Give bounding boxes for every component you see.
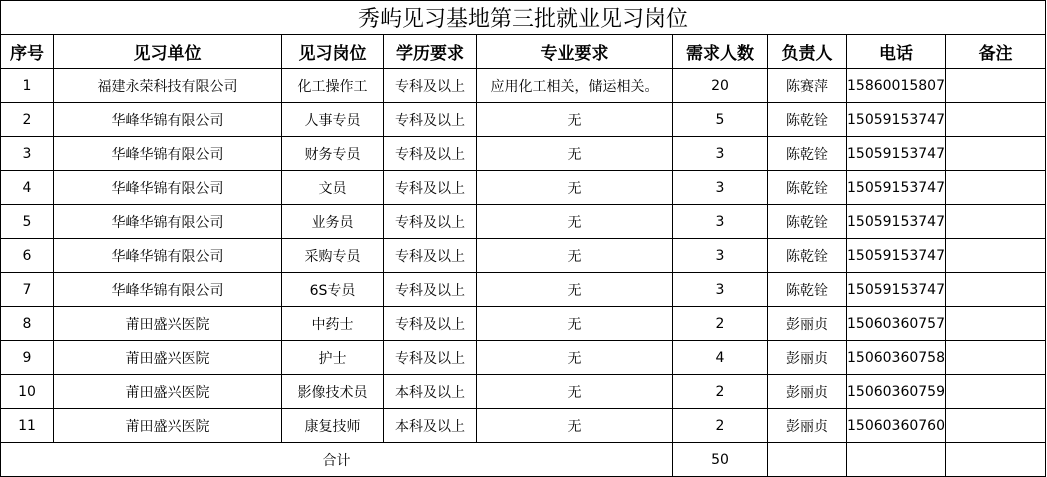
- cell-no[interactable]: 7: [1, 273, 54, 307]
- header-cell-unit[interactable]: 见习单位: [54, 35, 282, 69]
- header-cell-education[interactable]: 学历要求: [384, 35, 477, 69]
- cell-phone[interactable]: 15060360757: [847, 307, 946, 341]
- cell-post[interactable]: 财务专员: [282, 137, 384, 171]
- cell-post[interactable]: 业务员: [282, 205, 384, 239]
- table-title[interactable]: 秀屿见习基地第三批就业见习岗位: [1, 1, 1046, 35]
- cell-education[interactable]: 专科及以上: [384, 137, 477, 171]
- table-row: [1, 69, 1046, 103]
- cell-unit[interactable]: 华峰华锦有限公司: [54, 239, 282, 273]
- cell-major[interactable]: 无: [477, 273, 673, 307]
- cell-note[interactable]: [946, 375, 1046, 409]
- total-label[interactable]: 合计: [1, 443, 673, 477]
- cell-contact[interactable]: 彭丽贞: [768, 409, 847, 443]
- header-cell-no[interactable]: 序号: [1, 35, 54, 69]
- cell-phone[interactable]: 15059153747: [847, 239, 946, 273]
- cell-note[interactable]: [946, 239, 1046, 273]
- cell-education[interactable]: 专科及以上: [384, 103, 477, 137]
- cell-unit[interactable]: 华峰华锦有限公司: [54, 103, 282, 137]
- cell-major[interactable]: 无: [477, 409, 673, 443]
- cell-no[interactable]: 3: [1, 137, 54, 171]
- cell-contact[interactable]: 陈乾铨: [768, 137, 847, 171]
- cell-note[interactable]: [946, 409, 1046, 443]
- cell-education[interactable]: 专科及以上: [384, 273, 477, 307]
- cell-phone[interactable]: 15059153747: [847, 103, 946, 137]
- cell-post[interactable]: 采购专员: [282, 239, 384, 273]
- table-row: [1, 205, 1046, 239]
- cell-education[interactable]: 本科及以上: [384, 375, 477, 409]
- cell-unit[interactable]: 莆田盛兴医院: [54, 409, 282, 443]
- cell-no[interactable]: 6: [1, 239, 54, 273]
- cell-no[interactable]: 5: [1, 205, 54, 239]
- cell-contact[interactable]: 彭丽贞: [768, 375, 847, 409]
- cell-major[interactable]: 无: [477, 239, 673, 273]
- total-count[interactable]: 50: [673, 443, 768, 477]
- cell-education[interactable]: 专科及以上: [384, 341, 477, 375]
- cell-note[interactable]: [946, 273, 1046, 307]
- cell-contact[interactable]: 陈乾铨: [768, 103, 847, 137]
- cell-no[interactable]: 1: [1, 69, 54, 103]
- header-cell-note[interactable]: 备注: [946, 35, 1046, 69]
- header-row: [1, 35, 1046, 69]
- cell-education[interactable]: 专科及以上: [384, 205, 477, 239]
- cell-education[interactable]: 专科及以上: [384, 69, 477, 103]
- cell-post[interactable]: 护士: [282, 341, 384, 375]
- cell-no[interactable]: 10: [1, 375, 54, 409]
- cell-phone[interactable]: 15059153747: [847, 137, 946, 171]
- cell-education[interactable]: 专科及以上: [384, 171, 477, 205]
- cell-no[interactable]: 11: [1, 409, 54, 443]
- cell-note[interactable]: [946, 205, 1046, 239]
- cell-note[interactable]: [946, 307, 1046, 341]
- cell-contact[interactable]: 陈乾铨: [768, 273, 847, 307]
- table-row: [1, 103, 1046, 137]
- total-contact-empty[interactable]: [768, 443, 847, 477]
- cell-note[interactable]: [946, 103, 1046, 137]
- table-row: [1, 273, 1046, 307]
- cell-education[interactable]: 专科及以上: [384, 307, 477, 341]
- cell-major[interactable]: 无: [477, 205, 673, 239]
- cell-major[interactable]: 无: [477, 307, 673, 341]
- cell-post[interactable]: 康复技师: [282, 409, 384, 443]
- cell-no[interactable]: 4: [1, 171, 54, 205]
- cell-education[interactable]: 专科及以上: [384, 239, 477, 273]
- cell-major[interactable]: 应用化工相关，储运相关。: [477, 69, 673, 103]
- cell-count[interactable]: 2: [673, 307, 768, 341]
- cell-count[interactable]: 3: [673, 273, 768, 307]
- total-phone-empty[interactable]: [847, 443, 946, 477]
- cell-count[interactable]: 3: [673, 205, 768, 239]
- cell-unit[interactable]: 莆田盛兴医院: [54, 307, 282, 341]
- cell-education[interactable]: 本科及以上: [384, 409, 477, 443]
- table-row: [1, 239, 1046, 273]
- cell-count[interactable]: 3: [673, 137, 768, 171]
- cell-unit[interactable]: 莆田盛兴医院: [54, 375, 282, 409]
- cell-contact[interactable]: 彭丽贞: [768, 341, 847, 375]
- cell-note[interactable]: [946, 137, 1046, 171]
- cell-phone[interactable]: 15860015807: [847, 69, 946, 103]
- cell-contact[interactable]: 陈乾铨: [768, 239, 847, 273]
- cell-post[interactable]: 影像技术员: [282, 375, 384, 409]
- cell-count[interactable]: 2: [673, 375, 768, 409]
- cell-unit[interactable]: 华峰华锦有限公司: [54, 273, 282, 307]
- total-note-empty[interactable]: [946, 443, 1046, 477]
- header-cell-contact[interactable]: 负责人: [768, 35, 847, 69]
- cell-major[interactable]: 无: [477, 341, 673, 375]
- cell-unit[interactable]: 华峰华锦有限公司: [54, 205, 282, 239]
- table-row: [1, 375, 1046, 409]
- cell-unit[interactable]: 莆田盛兴医院: [54, 341, 282, 375]
- cell-major[interactable]: 无: [477, 103, 673, 137]
- cell-contact[interactable]: 陈乾铨: [768, 205, 847, 239]
- cell-phone[interactable]: 15059153747: [847, 273, 946, 307]
- cell-contact[interactable]: 陈赛萍: [768, 69, 847, 103]
- cell-no[interactable]: 8: [1, 307, 54, 341]
- cell-note[interactable]: [946, 171, 1046, 205]
- cell-post[interactable]: 中药士: [282, 307, 384, 341]
- cell-post[interactable]: 6S专员: [282, 273, 384, 307]
- header-cell-count[interactable]: 需求人数: [673, 35, 768, 69]
- header-cell-post[interactable]: 见习岗位: [282, 35, 384, 69]
- cell-phone[interactable]: 15059153747: [847, 171, 946, 205]
- cell-no[interactable]: 9: [1, 341, 54, 375]
- cell-post[interactable]: 人事专员: [282, 103, 384, 137]
- cell-phone[interactable]: 15059153747: [847, 205, 946, 239]
- cell-unit[interactable]: 华峰华锦有限公司: [54, 137, 282, 171]
- cell-phone[interactable]: 15060360758: [847, 341, 946, 375]
- cell-note[interactable]: [946, 341, 1046, 375]
- table-row: [1, 137, 1046, 171]
- table-row: [1, 409, 1046, 443]
- cell-count[interactable]: 3: [673, 239, 768, 273]
- table-row: [1, 307, 1046, 341]
- total-row: [1, 443, 1046, 477]
- cell-count[interactable]: 5: [673, 103, 768, 137]
- cell-unit[interactable]: 福建永荣科技有限公司: [54, 69, 282, 103]
- cell-count[interactable]: 3: [673, 171, 768, 205]
- cell-phone[interactable]: 15060360760: [847, 409, 946, 443]
- header-cell-major[interactable]: 专业要求: [477, 35, 673, 69]
- cell-phone[interactable]: 15060360759: [847, 375, 946, 409]
- cell-post[interactable]: 化工操作工: [282, 69, 384, 103]
- cell-count[interactable]: 20: [673, 69, 768, 103]
- cell-note[interactable]: [946, 69, 1046, 103]
- cell-post[interactable]: 文员: [282, 171, 384, 205]
- table-row: [1, 171, 1046, 205]
- table-row: [1, 341, 1046, 375]
- cell-major[interactable]: 无: [477, 171, 673, 205]
- cell-no[interactable]: 2: [1, 103, 54, 137]
- cell-count[interactable]: 4: [673, 341, 768, 375]
- cell-count[interactable]: 2: [673, 409, 768, 443]
- cell-major[interactable]: 无: [477, 137, 673, 171]
- header-cell-phone[interactable]: 电话: [847, 35, 946, 69]
- cell-major[interactable]: 无: [477, 375, 673, 409]
- cell-contact[interactable]: 彭丽贞: [768, 307, 847, 341]
- cell-unit[interactable]: 华峰华锦有限公司: [54, 171, 282, 205]
- cell-contact[interactable]: 陈乾铨: [768, 171, 847, 205]
